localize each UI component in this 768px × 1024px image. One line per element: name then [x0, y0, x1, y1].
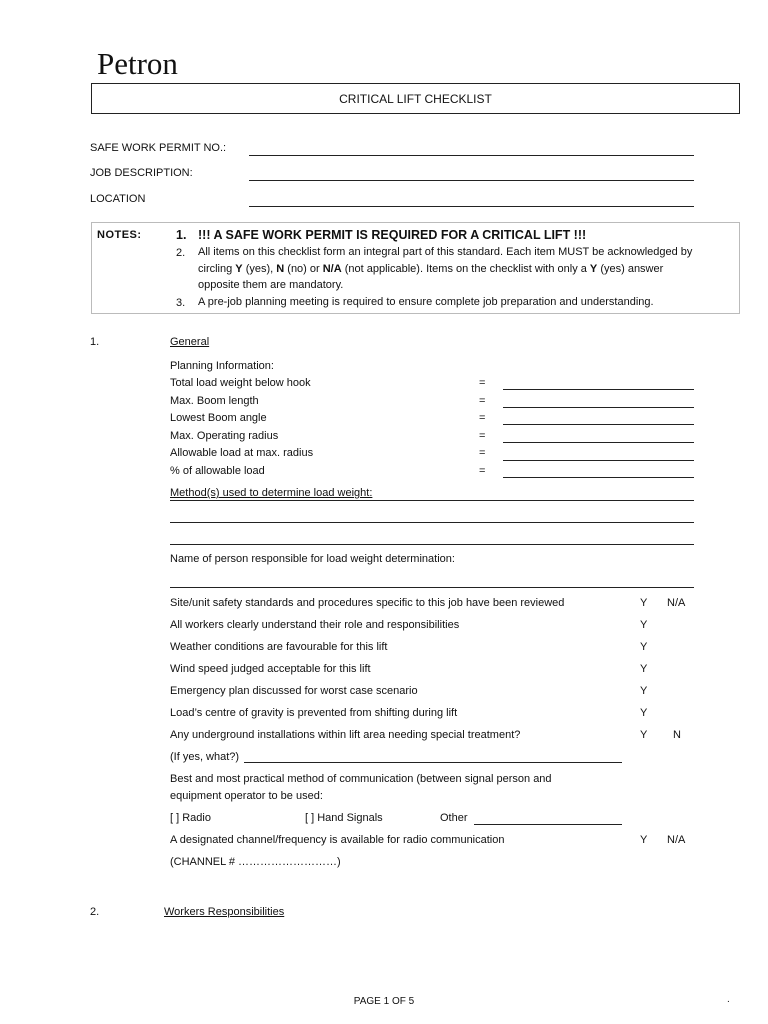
yes-option[interactable]: Y	[640, 597, 648, 609]
checklist-item: Wind speed judged acceptable for this lift	[170, 663, 371, 675]
other-field[interactable]	[474, 824, 622, 825]
equals-sign: =	[479, 412, 486, 424]
job-description-field[interactable]	[249, 180, 694, 181]
planning-item-field[interactable]	[503, 407, 694, 408]
footer-dot: .	[727, 994, 730, 1005]
planning-item-label: Max. Operating radius	[170, 430, 279, 442]
equals-sign: =	[479, 395, 486, 407]
form-title-box	[91, 83, 740, 114]
hand-signals-checkbox[interactable]: [ ] Hand Signals	[305, 812, 383, 824]
checklist-item: Load’s centre of gravity is prevented from shifting during lift	[170, 707, 458, 719]
channel-question: A designated channel/frequency is available for radio communication	[170, 834, 505, 846]
method-field-line[interactable]	[170, 522, 694, 523]
permit-no-field[interactable]	[249, 155, 694, 156]
other-label: Other	[440, 812, 468, 824]
note-2-number: 2.	[176, 247, 186, 259]
if-yes-label: (If yes, what?)	[170, 751, 240, 763]
section-2-number: 2.	[90, 906, 100, 918]
planning-item-field[interactable]	[503, 460, 694, 461]
notes-label: NOTES:	[97, 229, 142, 241]
checklist-item: Weather conditions are favourable for this lift	[170, 641, 388, 653]
location-field[interactable]	[249, 206, 694, 207]
planning-item-label: Lowest Boom angle	[170, 412, 267, 424]
form-title: CRITICAL LIFT CHECKLIST	[339, 91, 492, 106]
note-1-number: 1.	[176, 228, 187, 242]
planning-item-field[interactable]	[503, 477, 694, 478]
equals-sign: =	[479, 377, 486, 389]
method-field-line[interactable]	[170, 500, 694, 501]
note-2-text	[198, 244, 738, 294]
location-label: LOCATION	[90, 193, 146, 205]
checklist-item: All workers clearly understand their role and responsibilities	[170, 619, 460, 631]
equals-sign: =	[479, 447, 486, 459]
section-1-title: General	[170, 336, 210, 348]
note-2-line-3: opposite them are mandatory.	[198, 279, 344, 291]
yes-option[interactable]: Y	[640, 834, 648, 846]
note-2-line-1: All items on this checklist form an integral part of this standard. Each item MUST be acknowledged by	[198, 246, 693, 258]
section-1-number: 1.	[90, 336, 100, 348]
notes-box	[91, 222, 740, 314]
planning-item-label: Total load weight below hook	[170, 377, 311, 389]
permit-no-label: SAFE WORK PERMIT NO.:	[90, 142, 227, 154]
equals-sign: =	[479, 430, 486, 442]
yes-option[interactable]: Y	[640, 707, 648, 719]
channel-number-field[interactable]: (CHANNEL # ………………………)	[170, 856, 341, 868]
communication-question-line-2: equipment operator to be used:	[170, 790, 323, 802]
checklist-item: Site/unit safety standards and procedures specific to this job have been reviewed	[170, 597, 565, 609]
person-responsible-label: Name of person responsible for load weight determination:	[170, 553, 455, 565]
checklist-item: Any underground installations within lift area needing special treatment?	[170, 729, 521, 741]
yes-option[interactable]: Y	[640, 641, 648, 653]
equals-sign: =	[479, 465, 486, 477]
page-number: PAGE 1 OF 5	[353, 996, 415, 1007]
no-option[interactable]: N	[673, 729, 681, 741]
method-label: Method(s) used to determine load weight:	[170, 487, 373, 499]
na-option[interactable]: N/A	[667, 597, 686, 609]
yes-option[interactable]: Y	[640, 619, 648, 631]
planning-item-field[interactable]	[503, 389, 694, 390]
note-3-text: A pre-job planning meeting is required to ensure complete job preparation and understanding.	[198, 296, 654, 308]
company-logo-text: Petron	[97, 46, 178, 81]
note-3-number: 3.	[176, 297, 186, 309]
na-option[interactable]: N/A	[667, 834, 686, 846]
planning-item-label: % of allowable load	[170, 465, 265, 477]
person-responsible-field[interactable]	[170, 587, 694, 588]
checklist-item: Emergency plan discussed for worst case scenario	[170, 685, 418, 697]
planning-item-label: Allowable load at max. radius	[170, 447, 314, 459]
planning-item-field[interactable]	[503, 442, 694, 443]
radio-checkbox[interactable]: [ ] Radio	[170, 812, 211, 824]
communication-question-line-1: Best and most practical method of communication (between signal person and	[170, 773, 552, 785]
planning-item-label: Max. Boom length	[170, 395, 259, 407]
section-2-title: Workers Responsibilities	[164, 906, 285, 918]
note-2-line-2: circling Y (yes), N (no) or N/A (not applicable). Items on the checklist with only a Y (yes) answer	[198, 262, 664, 275]
method-field-line[interactable]	[170, 544, 694, 545]
yes-option[interactable]: Y	[640, 663, 648, 675]
if-yes-field[interactable]	[244, 762, 622, 763]
job-description-label: JOB DESCRIPTION:	[90, 167, 193, 179]
planning-item-field[interactable]	[503, 424, 694, 425]
planning-info-label: Planning Information:	[170, 360, 274, 372]
yes-option[interactable]: Y	[640, 729, 648, 741]
note-1-text: !!! A SAFE WORK PERMIT IS REQUIRED FOR A CRITICAL LIFT !!!	[198, 228, 587, 242]
yes-option[interactable]: Y	[640, 685, 648, 697]
